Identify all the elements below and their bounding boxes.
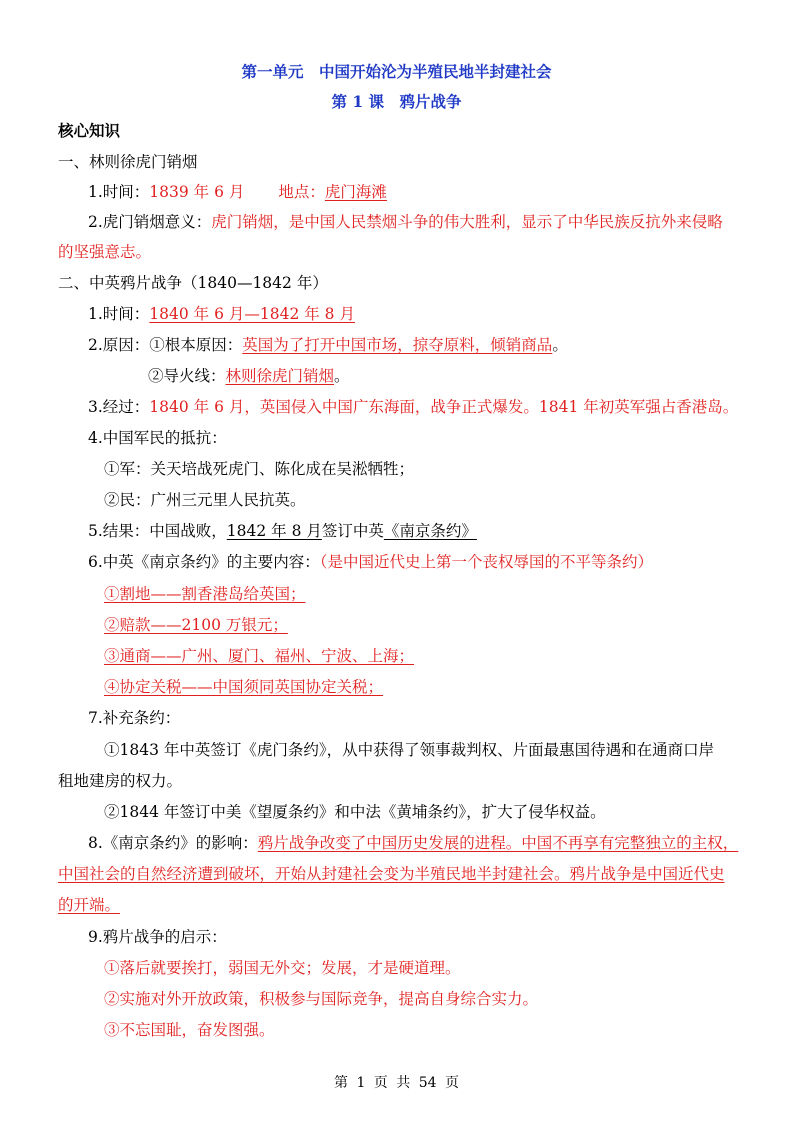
fuse-label: ②导火线： [148, 367, 226, 385]
lesson-heading: 9.鸦片战争的启示： [88, 928, 227, 946]
place-value: 虎门海滩 [324, 183, 387, 201]
treaty-heading: 6.中英《南京条约》的主要内容： [88, 553, 320, 571]
cause-label: 2.原因：①根本原因： [88, 336, 243, 354]
supp-heading: 7.补充条约： [88, 709, 181, 727]
impact-label: 8.《南京条约》的影响： [88, 834, 258, 852]
impact-row [88, 833, 738, 853]
process-row [88, 397, 738, 417]
significance-line1: 虎门销烟，是中国人民禁烟斗争的伟大胜利，显示了中华民族反抗外来侵略 [211, 213, 723, 231]
result-date: 1842 年 8 月 [226, 522, 322, 540]
resistance-army: ①军：关天培战死虎门、陈化成在吴淞牺牲； [104, 460, 415, 478]
part1-time-row [88, 182, 387, 202]
fuse-value: 林则徐虎门销烟 [225, 367, 335, 385]
cause-row [88, 335, 568, 355]
significance-row [88, 212, 723, 232]
lesson-item: ③不忘国耻，奋发图强。 [104, 1021, 275, 1039]
supp-item1-line1: ①1843 年中英签订《虎门条约》，从中获得了领事裁判权、片面最惠国待遇和在通商口岸 [104, 741, 715, 759]
lesson-item: ①落后就要挨打，弱国无外交；发展，才是硬道理。 [104, 959, 461, 977]
lesson-title: 第 1 课 鸦片战争 [331, 92, 462, 111]
significance-line2: 的坚强意志。 [58, 243, 152, 261]
cause-end: 。 [552, 336, 568, 354]
treaty-note: （是中国近代史上第一个丧权辱国的不平等条约） [319, 553, 654, 571]
treaty-heading-row [88, 552, 653, 572]
time-label: 1.时间： [88, 183, 150, 201]
resistance-people: ②民：广州三元里人民抗英。 [104, 491, 306, 509]
treaty-item: ②赔款——2100 万银元； [104, 616, 288, 634]
impact-line1: 鸦片战争改变了中国历史发展的进程。中国不再享有完整独立的主权， [257, 834, 739, 852]
impact-line3: 的开端。 [58, 896, 121, 914]
resistance-heading: 4.中国军民的抵抗： [88, 429, 227, 447]
fuse-end: 。 [334, 367, 350, 385]
part2-time-row [88, 304, 355, 324]
process-label: 3.经过： [88, 398, 150, 416]
supp-item2: ②1844 年签订中美《望厦条约》和中法《黄埔条约》，扩大了侵华权益。 [104, 803, 606, 821]
lesson-item: ②实施对外开放政策，积极参与国际竞争，提高自身综合实力。 [104, 990, 539, 1008]
page-footer: 第 1 页 共 54 页 [334, 1075, 459, 1091]
fuse-row [148, 366, 350, 386]
process-value: 1840 年 6 月，英国侵入中国广东海面，战争正式爆发。1841 年初英军强占香港岛。 [149, 398, 739, 416]
unit-title: 第一单元 中国开始沦为半殖民地半封建社会 [241, 62, 552, 81]
treaty-item: ④协定关税——中国须同英国协定关税； [104, 678, 384, 696]
war-time-label: 1.时间： [88, 305, 150, 323]
significance-label: 2.虎门销烟意义： [88, 213, 212, 231]
treaty-item: ③通商——广州、厦门、福州、宁波、上海； [104, 647, 415, 665]
result-treaty: 《南京条约》 [383, 522, 477, 540]
part1-heading: 一、林则徐虎门销烟 [58, 153, 198, 171]
section-heading: 核心知识 [58, 121, 121, 140]
cause-root: 英国为了打开中国市场，掠夺原料，倾销商品 [242, 336, 553, 354]
impact-line2: 中国社会的自然经济遭到破坏，开始从封建社会变为半殖民地半封建社会。鸦片战争是中国近代史 [58, 865, 725, 883]
place-label: 地点： [278, 183, 325, 201]
result-mid: 签订中英 [321, 522, 384, 540]
war-time-value: 1840 年 6 月—1842 年 8 月 [149, 305, 355, 323]
part2-heading: 二、中英鸦片战争（1840—1842 年） [58, 274, 328, 292]
result-label: 5.结果：中国战败， [88, 522, 227, 540]
treaty-item: ①割地——割香港岛给英国； [104, 585, 306, 603]
supp-item1-line2: 租地建房的权力。 [58, 772, 183, 790]
time-value: 1839 年 6 月 [149, 183, 245, 201]
result-row [88, 521, 477, 541]
